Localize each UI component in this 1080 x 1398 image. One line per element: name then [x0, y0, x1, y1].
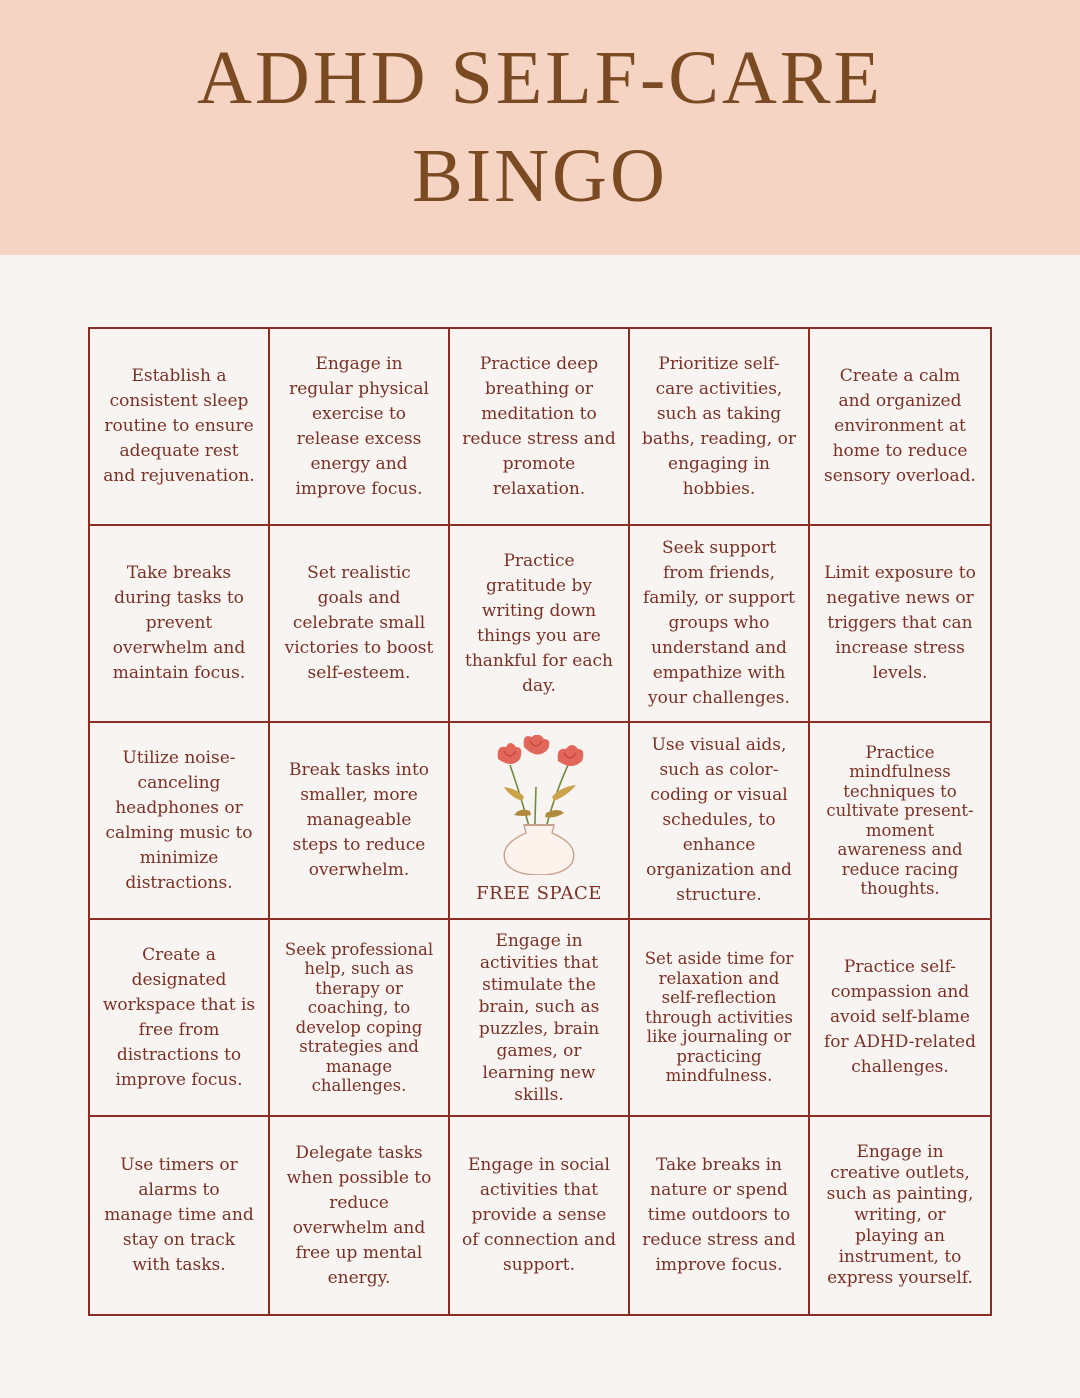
bingo-cell: Delegate tasks when possible to reduce overwhelm and free up mental energy.: [270, 1117, 450, 1314]
bingo-cell: Engage in regular physical exercise to release excess energy and improve focus.: [270, 329, 450, 526]
bingo-cell: Limit exposure to negative news or triggers that can increase stress levels.: [810, 526, 990, 723]
bingo-grid: [88, 327, 992, 1316]
bingo-cell: Take breaks in nature or spend time outdoors to reduce stress and improve focus.: [630, 1117, 810, 1314]
bingo-cell: Prioritize self-care activities, such as taking baths, reading, or engaging in hobbies.: [630, 329, 810, 526]
bingo-cell: Practice self-compassion and avoid self-blame for ADHD-related challenges.: [810, 920, 990, 1117]
bingo-cell: Engage in creative outlets, such as painting, writing, or playing an instrument, to express yourself.: [826, 1142, 974, 1288]
bingo-cell: Set aside time for relaxation and self-reflection through activities like journaling or practicing mindfulness.: [630, 920, 810, 1117]
header-banner: [0, 0, 1080, 255]
bingo-cell: Practice mindfulness techniques to cultivate present-moment awareness and reduce racing thoughts.: [810, 723, 990, 920]
flower-vase-icon: [484, 735, 594, 875]
free-space-label: FREE SPACE: [476, 883, 602, 904]
bingo-cell: Create a designated workspace that is free from distractions to improve focus.: [90, 920, 270, 1117]
bingo-cell: Use timers or alarms to manage time and stay on track with tasks.: [90, 1117, 270, 1314]
bingo-cell: Seek professional help, such as therapy or coaching, to develop coping strategies and manage challenges.: [270, 920, 450, 1117]
bingo-cell: Engage in social activities that provide a sense of connection and support.: [450, 1117, 630, 1314]
bingo-cell: Practice deep breathing or meditation to reduce stress and promote relaxation.: [450, 329, 630, 526]
bingo-cell: Set realistic goals and celebrate small victories to boost self-esteem.: [270, 526, 450, 723]
bingo-cell: Break tasks into smaller, more manageable steps to reduce overwhelm.: [270, 723, 450, 920]
page-title-line-1: ADHD SELF-CARE: [197, 36, 883, 120]
bingo-cell: Establish a consistent sleep routine to ensure adequate rest and rejuvenation.: [90, 329, 270, 526]
page-title-line-2: BINGO: [412, 134, 668, 218]
bingo-cell: Practice gratitude by writing down things you are thankful for each day.: [450, 526, 630, 723]
bingo-cell: Create a calm and organized environment at home to reduce sensory overload.: [810, 329, 990, 526]
bingo-cell: Engage in activities that stimulate the brain, such as puzzles, brain games, or learning new skills.: [450, 920, 630, 1117]
bingo-cell: Utilize noise-canceling headphones or calming music to minimize distractions.: [90, 723, 270, 920]
bingo-cell: Take breaks during tasks to prevent overwhelm and maintain focus.: [90, 526, 270, 723]
bingo-cell: Seek support from friends, family, or support groups who understand and empathize with your challenges.: [630, 526, 810, 723]
bingo-cell: Use visual aids, such as color-coding or visual schedules, to enhance organization and structure.: [630, 723, 810, 920]
free-space-cell: [450, 723, 630, 920]
